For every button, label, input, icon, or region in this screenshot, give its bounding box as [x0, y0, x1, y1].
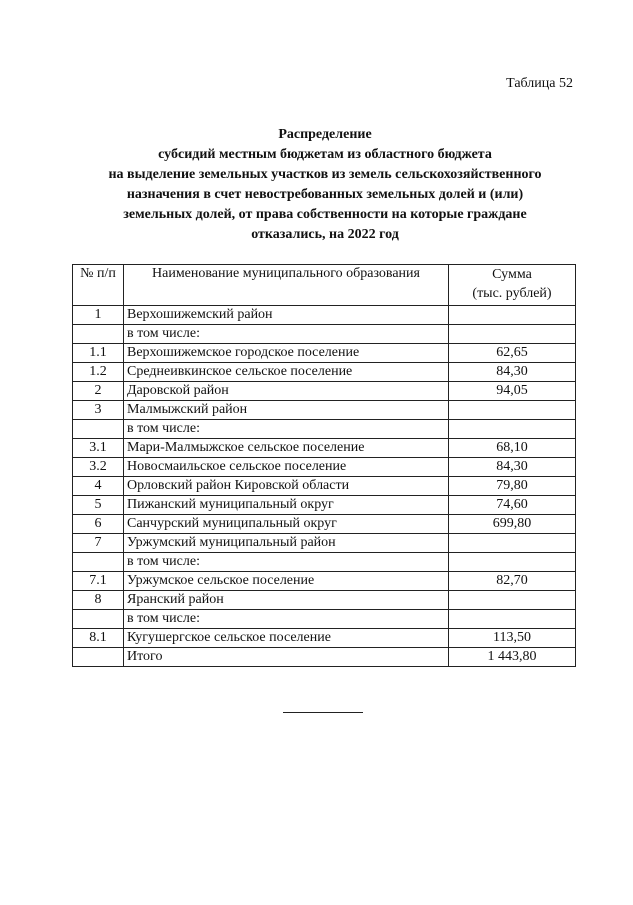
row-name: Яранский район [124, 591, 449, 610]
row-sum: 113,50 [449, 629, 576, 648]
row-sum [449, 306, 576, 325]
row-number: 2 [73, 382, 124, 401]
row-name: Пижанский муниципальный округ [124, 496, 449, 515]
heading-line: назначения в счет невостребованных земельных долей и (или) [126, 187, 524, 202]
header-sum-title: Сумма [492, 267, 532, 282]
row-number: 8 [73, 591, 124, 610]
row-sum [449, 401, 576, 420]
table-row [73, 534, 576, 553]
row-number: 3.1 [73, 439, 124, 458]
table-row [73, 515, 576, 534]
row-number: 6 [73, 515, 124, 534]
table-row [73, 591, 576, 610]
row-name: Орловский район Кировской области [124, 477, 449, 496]
row-sum: 82,70 [449, 572, 576, 591]
table-row [73, 306, 576, 325]
row-name: в том числе: [124, 325, 449, 344]
row-name: в том числе: [124, 553, 449, 572]
row-number: 5 [73, 496, 124, 515]
row-number: 4 [73, 477, 124, 496]
row-name: Уржумский муниципальный район [124, 534, 449, 553]
row-sum: 74,60 [449, 496, 576, 515]
row-number [73, 553, 124, 572]
table-row [73, 401, 576, 420]
end-divider [283, 712, 363, 713]
heading-line: земельных долей, от права собственности на которые граждане [123, 207, 527, 222]
row-number: 7.1 [73, 572, 124, 591]
row-sum: 68,10 [449, 439, 576, 458]
header-sum [449, 265, 576, 306]
table-row [73, 420, 576, 439]
row-name: Кугушергское сельское поселение [124, 629, 449, 648]
table-row [73, 382, 576, 401]
heading-line: отказались, на 2022 год [251, 227, 399, 242]
row-number [73, 610, 124, 629]
table-row [73, 344, 576, 363]
row-sum: 84,30 [449, 363, 576, 382]
row-sum [449, 534, 576, 553]
row-number [73, 648, 124, 667]
table-row [73, 458, 576, 477]
table-row [73, 363, 576, 382]
row-name: Мари-Малмыжское сельское поселение [124, 439, 449, 458]
row-number: 1.2 [73, 363, 124, 382]
table-row [73, 553, 576, 572]
row-sum [449, 420, 576, 439]
row-name: в том числе: [124, 420, 449, 439]
table-row [73, 477, 576, 496]
heading-line: субсидий местным бюджетам из областного бюджета [158, 147, 492, 162]
heading-line: на выделение земельных участков из земель сельскохозяйственного [108, 167, 542, 182]
table-body [73, 306, 576, 667]
row-name: Малмыжский район [124, 401, 449, 420]
row-sum: 1 443,80 [449, 648, 576, 667]
row-name: в том числе: [124, 610, 449, 629]
subsidy-table [72, 264, 576, 667]
row-sum [449, 591, 576, 610]
table-row [73, 496, 576, 515]
header-number: № п/п [73, 265, 124, 306]
row-sum [449, 610, 576, 629]
table-row [73, 610, 576, 629]
header-sum-unit: (тыс. рублей) [472, 286, 552, 301]
table-row [73, 629, 576, 648]
row-name: Итого [124, 648, 449, 667]
row-sum: 79,80 [449, 477, 576, 496]
row-number: 8.1 [73, 629, 124, 648]
row-number [73, 420, 124, 439]
table-header-row [73, 265, 576, 306]
row-name: Санчурский муниципальный округ [124, 515, 449, 534]
row-number: 7 [73, 534, 124, 553]
table-row [73, 439, 576, 458]
row-number [73, 325, 124, 344]
row-sum [449, 325, 576, 344]
row-number: 1.1 [73, 344, 124, 363]
heading-line: Распределение [278, 127, 372, 142]
row-number: 3 [73, 401, 124, 420]
row-name: Среднеивкинское сельское поселение [124, 363, 449, 382]
row-sum: 62,65 [449, 344, 576, 363]
row-number: 1 [73, 306, 124, 325]
row-name: Даровской район [124, 382, 449, 401]
row-name: Новосмаильское сельское поселение [124, 458, 449, 477]
row-name: Уржумское сельское поселение [124, 572, 449, 591]
row-sum [449, 553, 576, 572]
row-number: 3.2 [73, 458, 124, 477]
table-number-label: Таблица 52 [506, 76, 573, 91]
row-name: Верхошижемский район [124, 306, 449, 325]
table-row [73, 572, 576, 591]
table-row [73, 325, 576, 344]
header-name: Наименование муниципального образования [124, 265, 449, 306]
table-row [73, 648, 576, 667]
row-sum: 84,30 [449, 458, 576, 477]
row-sum: 699,80 [449, 515, 576, 534]
row-sum: 94,05 [449, 382, 576, 401]
document-heading [60, 125, 590, 245]
row-name: Верхошижемское городское поселение [124, 344, 449, 363]
